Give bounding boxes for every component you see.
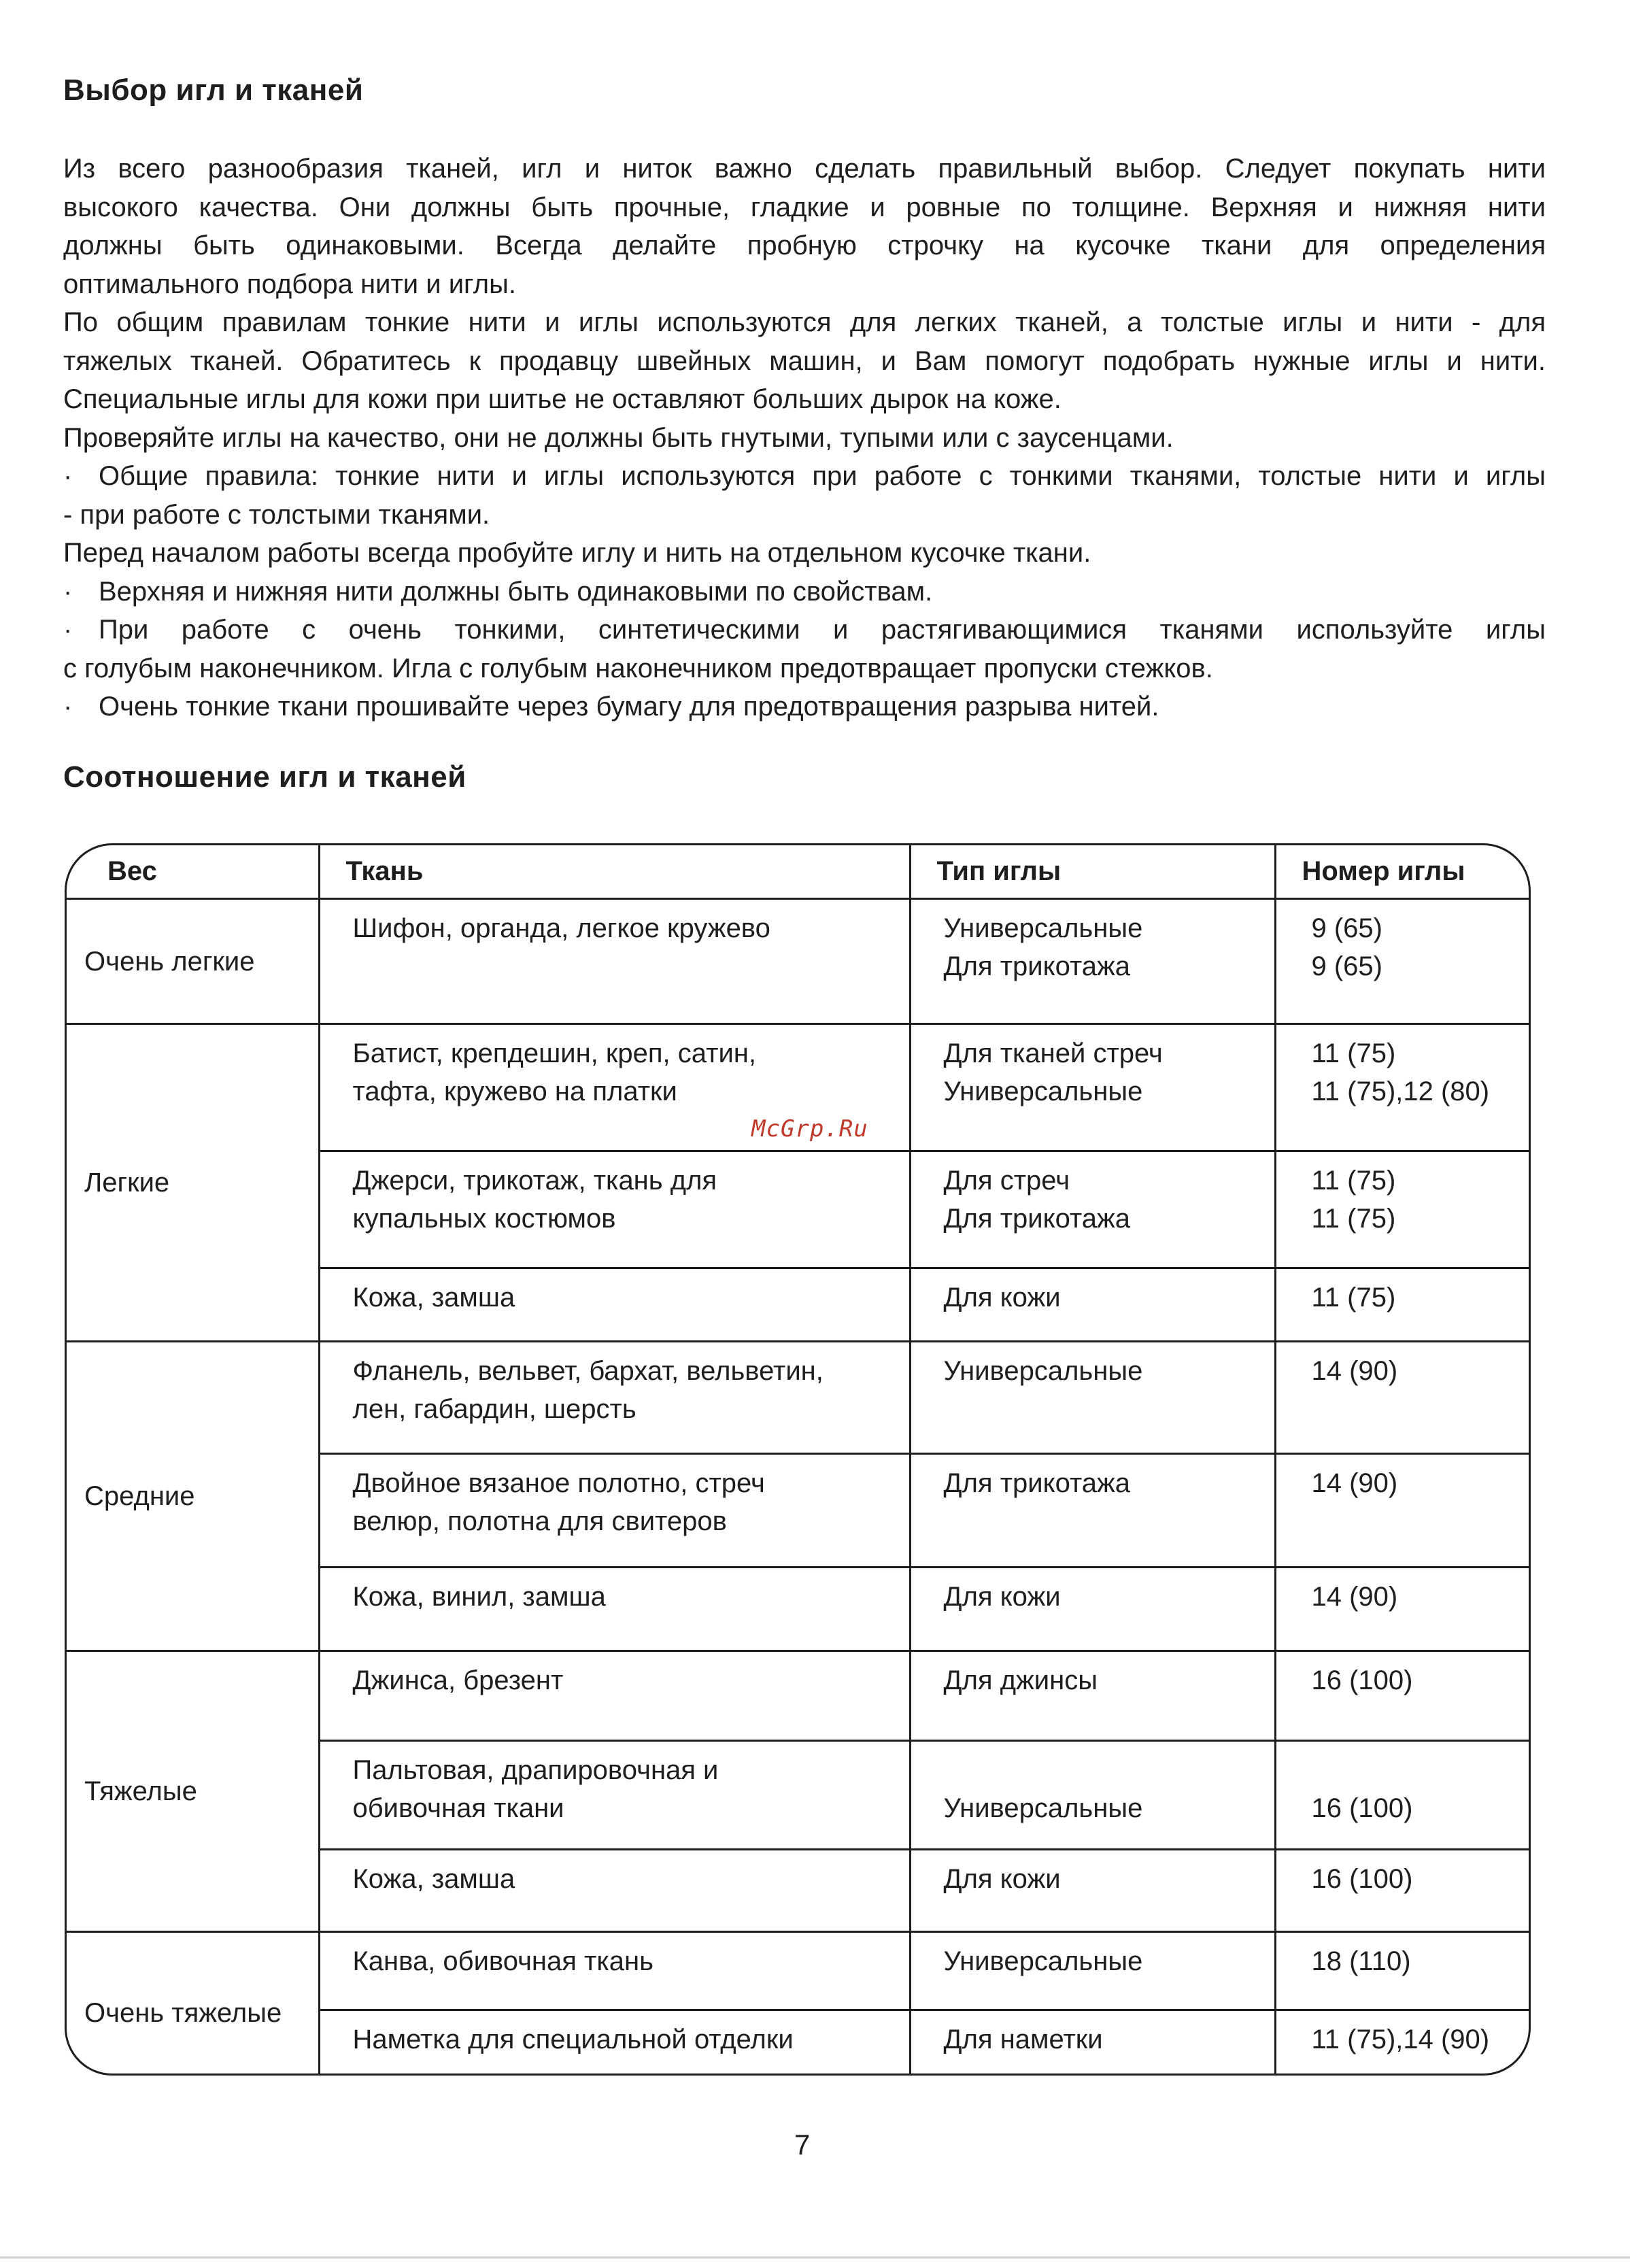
- needle-type-cell: [910, 1850, 1275, 1932]
- header-needle-type: Тип иглы: [910, 845, 1275, 899]
- table-row: [67, 1651, 1531, 1741]
- needle-number-cell-line: 16 (100): [1311, 1665, 1413, 1695]
- weight-cell: Очень легкие: [67, 899, 319, 1024]
- needle-number-cell-line: 16 (100): [1311, 1864, 1413, 1894]
- page-bottom-edge: [0, 2256, 1630, 2258]
- fabric-cell-line: Джинса, брезент: [352, 1665, 564, 1695]
- intro-line: [63, 265, 1546, 304]
- needle-number-cell: [1275, 2010, 1531, 2076]
- section-title-needle-fabric-choice: Выбор игл и тканей: [63, 73, 364, 107]
- intro-line-text: Верхняя и нижняя нити должны быть одинаковыми по свойствам.: [99, 576, 933, 607]
- fabric-cell-line: Кожа, замша: [352, 1864, 515, 1894]
- needle-number-cell-line: 18 (110): [1311, 1946, 1411, 1976]
- needle-number-cell: [1275, 1024, 1531, 1151]
- fabric-cell-line: тафта, кружево на платки: [352, 1077, 677, 1106]
- intro-text: [63, 150, 1546, 726]
- fabric-cell: [319, 1151, 910, 1268]
- fabric-cell: [319, 1568, 910, 1651]
- needle-type-cell: [910, 1342, 1275, 1454]
- needle-table-frame: [65, 843, 1531, 2076]
- fabric-cell: [319, 1268, 910, 1342]
- fabric-cell: [319, 1850, 910, 1932]
- needle-number-cell-line: [1312, 1751, 1520, 1789]
- table-header-row: [67, 845, 1531, 899]
- needle-number-cell-line: 14 (90): [1311, 1468, 1398, 1498]
- needle-type-cell-line: Для кожи: [943, 1864, 1061, 1894]
- intro-line: [63, 226, 1546, 265]
- table-row: [67, 1932, 1531, 2010]
- weight-cell: Очень тяжелые: [67, 1932, 319, 2076]
- needle-number-cell: [1275, 1268, 1531, 1342]
- needle-type-cell: [910, 1651, 1275, 1741]
- needle-type-cell-line: Универсальные: [943, 1793, 1143, 1823]
- needle-type-cell-line: Для трикотажа: [943, 951, 1131, 981]
- fabric-cell: [319, 899, 910, 1024]
- intro-line-text: оптимального подбора нити и иглы.: [63, 269, 516, 299]
- needle-number-cell-line: 11 (75): [1311, 1283, 1396, 1313]
- needle-type-cell-line: [944, 1751, 1261, 1789]
- intro-bullet-line: [63, 688, 1546, 726]
- fabric-cell: [319, 1342, 910, 1454]
- fabric-cell-line: Наметка для специальной отделки: [352, 2025, 794, 2054]
- needle-type-cell-line: Для джинсы: [943, 1665, 1098, 1695]
- needle-type-cell: [910, 2010, 1275, 2076]
- needle-type-cell-line: Для трикотажа: [943, 1204, 1131, 1234]
- needle-type-cell-line: Для кожи: [943, 1582, 1061, 1612]
- fabric-cell-line: обивочная ткани: [352, 1793, 564, 1823]
- needle-number-cell-line: 11 (75),14 (90): [1311, 2025, 1490, 2054]
- fabric-cell: [319, 1741, 910, 1850]
- needle-type-cell: [910, 899, 1275, 1024]
- needle-type-cell: [910, 1151, 1275, 1268]
- weight-cell: Средние: [67, 1342, 319, 1651]
- fabric-cell-line: Кожа, замша: [352, 1283, 515, 1313]
- needle-number-cell-line: 9 (65): [1311, 913, 1382, 943]
- intro-line-text: Перед началом работы всегда пробуйте иглу и нить на отдельном кусочке ткани.: [63, 538, 1091, 568]
- header-weight: Вес: [67, 845, 319, 899]
- intro-line: [63, 303, 1546, 342]
- fabric-cell-line: велюр, полотна для свитеров: [352, 1506, 727, 1536]
- needle-number-cell: [1275, 899, 1531, 1024]
- needle-type-cell-line: Универсальные: [943, 1077, 1143, 1106]
- weight-cell: Тяжелые: [67, 1651, 319, 1932]
- needle-number-cell: [1275, 1151, 1531, 1268]
- needle-type-cell: [910, 1454, 1275, 1568]
- intro-line-text: При работе с очень тонкими, синтетическими и растягивающимися тканями используйте иглы: [99, 615, 1546, 645]
- needle-number-cell-line: 14 (90): [1311, 1356, 1398, 1386]
- intro-line-text: По общим правилам тонкие нити и иглы используются для легких тканей, а толстые иглы и нити - для: [63, 307, 1546, 337]
- intro-line: [63, 419, 1546, 458]
- intro-line: [63, 150, 1546, 188]
- header-needle-number: Номер иглы: [1275, 845, 1531, 899]
- bullet-glyph: ·: [63, 461, 73, 491]
- fabric-cell-line: купальных костюмов: [352, 1204, 616, 1234]
- needle-number-cell: [1275, 1850, 1531, 1932]
- fabric-cell-line: Джерси, трикотаж, ткань для: [352, 1166, 717, 1196]
- needle-type-cell-line: Для тканей стреч: [943, 1038, 1163, 1068]
- fabric-cell-line: лен, габардин, шерсть: [352, 1394, 636, 1424]
- needle-number-cell: [1275, 1741, 1531, 1850]
- needle-type-cell-line: Для кожи: [943, 1283, 1061, 1313]
- intro-bullet-line: [63, 573, 1546, 611]
- intro-line-text: Специальные иглы для кожи при шитье не оставляют больших дырок на коже.: [63, 384, 1062, 414]
- fabric-cell: [319, 1651, 910, 1741]
- needle-number-cell-line: 11 (75),12 (80): [1311, 1077, 1490, 1106]
- intro-line-text: - при работе с толстыми тканями.: [63, 499, 490, 530]
- intro-bullet-line: [63, 611, 1546, 649]
- bullet-glyph: ·: [63, 692, 73, 722]
- intro-line-text: Проверяйте иглы на качество, они не должны быть гнутыми, тупыми или с заусенцами.: [63, 422, 1174, 453]
- fabric-cell-line: Пальтовая, драпировочная и: [352, 1755, 719, 1785]
- bullet-glyph: ·: [63, 615, 73, 645]
- fabric-cell-line: Фланель, вельвет, бархат, вельветин,: [352, 1356, 824, 1386]
- needle-type-cell-line: Для стреч: [943, 1166, 1070, 1196]
- fabric-cell: [319, 1932, 910, 2010]
- intro-line-text: Общие правила: тонкие нити и иглы используются при работе с тонкими тканями, толстые нити и иглы: [99, 461, 1546, 491]
- intro-line: [63, 649, 1546, 688]
- needle-number-cell: [1275, 1342, 1531, 1454]
- intro-line: [63, 380, 1546, 419]
- needle-number-cell-line: 14 (90): [1311, 1582, 1398, 1612]
- intro-bullet-line: [63, 457, 1546, 496]
- needle-number-cell: [1275, 1932, 1531, 2010]
- fabric-cell: [319, 2010, 910, 2076]
- needle-type-cell: [910, 1568, 1275, 1651]
- needle-type-cell: [910, 1932, 1275, 2010]
- needle-number-cell: [1275, 1651, 1531, 1741]
- fabric-cell: [319, 1454, 910, 1568]
- section-title-needle-fabric-ratio: Соотношение игл и тканей: [63, 760, 466, 794]
- intro-line-text: Из всего разнообразия тканей, игл и ниток важно сделать правильный выбор. Следует покупать нити: [63, 154, 1546, 184]
- needle-type-cell: [910, 1268, 1275, 1342]
- needle-number-cell-line: 16 (100): [1311, 1793, 1413, 1823]
- page-number: 7: [794, 2129, 811, 2161]
- fabric-cell-line: Кожа, винил, замша: [352, 1582, 606, 1612]
- fabric-cell-line: Канва, обивочная ткань: [352, 1946, 653, 1976]
- needle-type-cell-line: Для наметки: [943, 2025, 1103, 2054]
- needle-number-cell-line: 9 (65): [1311, 951, 1382, 981]
- fabric-cell-line: Двойное вязаное полотно, стреч: [352, 1468, 765, 1498]
- needle-number-cell-line: 11 (75): [1311, 1038, 1396, 1068]
- needle-type-cell: [910, 1024, 1275, 1151]
- weight-cell: Легкие: [67, 1024, 319, 1342]
- needle-type-cell-line: Для трикотажа: [943, 1468, 1131, 1498]
- intro-line: [63, 188, 1546, 227]
- needle-type-cell-line: Универсальные: [943, 1356, 1143, 1386]
- intro-line-text: должны быть одинаковыми. Всегда делайте пробную строчку на кусочке ткани для определения: [63, 231, 1546, 260]
- header-fabric: Ткань: [319, 845, 910, 899]
- intro-line-text: тяжелых тканей. Обратитесь к продавцу швейных машин, и Вам помогут подобрать нужные иглы и нити.: [63, 345, 1546, 376]
- watermark: McGrp.Ru: [751, 1115, 868, 1143]
- intro-line: [63, 496, 1546, 535]
- table-row: [67, 1342, 1531, 1454]
- intro-line: [63, 342, 1546, 381]
- needle-fabric-table: [67, 845, 1531, 2076]
- bullet-glyph: ·: [63, 576, 73, 607]
- intro-line-text: высокого качества. Они должны быть прочные, гладкие и ровные по толщине. Верхняя и нижняя нити: [63, 192, 1546, 222]
- fabric-cell-line: Батист, крепдешин, креп, сатин,: [352, 1038, 756, 1068]
- needle-number-cell: [1275, 1568, 1531, 1651]
- table-row: [67, 899, 1531, 1024]
- fabric-cell-line: Шифон, органда, легкое кружево: [352, 913, 770, 943]
- needle-number-cell-line: 11 (75): [1311, 1204, 1396, 1234]
- needle-type-cell-line: Универсальные: [943, 1946, 1143, 1976]
- needle-type-cell: [910, 1741, 1275, 1850]
- intro-line-text: Очень тонкие ткани прошивайте через бумагу для предотвращения разрыва нитей.: [99, 692, 1159, 722]
- intro-line-text: с голубым наконечником. Игла с голубым наконечником предотвращает пропуски стежков.: [63, 653, 1213, 683]
- intro-line: [63, 534, 1546, 573]
- needle-number-cell-line: 11 (75): [1311, 1166, 1396, 1196]
- needle-number-cell: [1275, 1454, 1531, 1568]
- needle-type-cell-line: Универсальные: [943, 913, 1143, 943]
